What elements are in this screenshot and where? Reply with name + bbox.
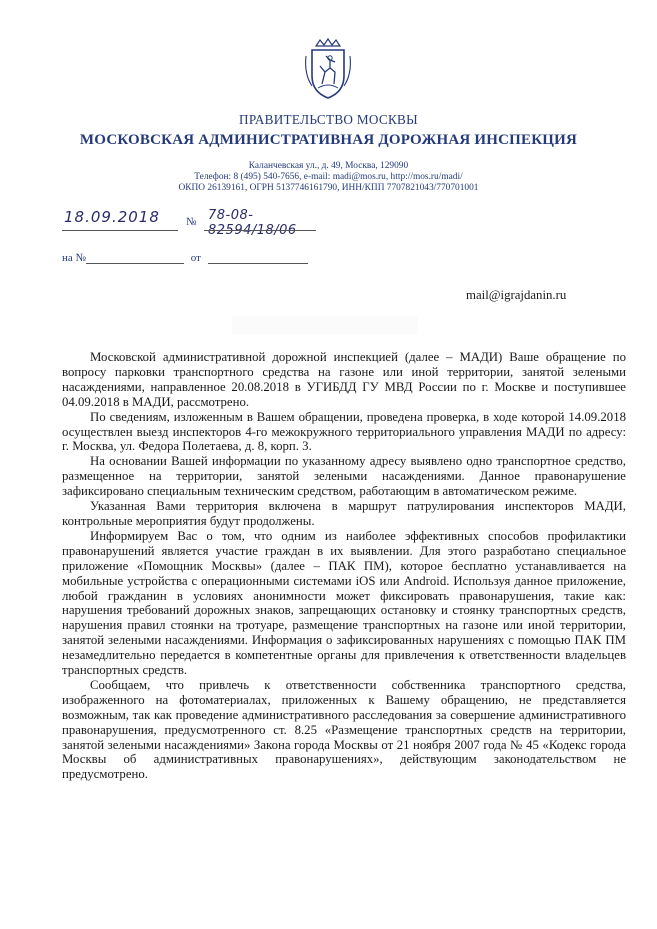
body-paragraph: По сведениям, изложенным в Вашем обращении, проведена проверка, в ходе которой 14.09.2018 осуществлен выезд инспекторов 4-го межокружного территориального управления МАДИ по адресу: г. Москва, ул. Федора Полетаева, д. 8, корп. 3.	[62, 409, 626, 454]
agency-title: МОСКОВСКАЯ АДМИНИСТРАТИВНАЯ ДОРОЖНАЯ ИНСПЕКЦИЯ	[79, 132, 578, 148]
agency-address-block	[0, 161, 657, 194]
reference-prefix: на №	[62, 252, 87, 264]
agency-registry-codes: ОКПО 26139161, ОГРН 5137746161790, ИНН/КПП 7707821043/770701001	[178, 183, 479, 193]
recipient-email: mail@igrajdanin.ru	[466, 288, 567, 302]
reference-number-blank	[86, 253, 184, 264]
government-title: ПРАВИТЕЛЬСТВО МОСКВЫ	[239, 112, 418, 127]
body-paragraph: Информируем Вас о том, что одним из наиболее эффективных способов профилактики правонарушений является участие граждан в их выявлении. Для этого разработано специальное приложение «Помощник Москвы» (далее – ПАК ПМ), которое бесплатно устанавливается на мобильные устройства с операционными системами iOS или Android. Используя данное приложение, любой гражданин в условиях анонимности может фиксировать правонарушения, такие как: нарушения требований дорожных знаков, запрещающих остановку и стоянку транспортных средств, нарушения правил стоянки на тротуаре, размещение транспортных на газоне или иной территории, занятой зелеными насаждениями. Информация о зафиксированных нарушениях с помощью ПАК ПМ незамедлительно передается в компетентные органы для привлечения к ответственности владельцев транспортных средств.	[62, 528, 626, 678]
agency-contacts: Телефон: 8 (495) 540-7656, e-mail: madi@mos.ru, http://mos.ru/madi/	[194, 172, 463, 182]
registration-number: 78-08-82594/18/06	[208, 208, 297, 238]
registration-number-label: №	[186, 216, 197, 228]
reference-line	[62, 252, 308, 264]
registration-date: 18.09.2018	[64, 208, 160, 226]
moscow-coat-of-arms-icon	[302, 36, 354, 102]
redacted-salutation-area	[232, 316, 418, 334]
body-paragraph: Указанная Вами территория включена в маршрут патрулирования инспекторов МАДИ, контрольные мероприятия будут продолжены.	[62, 499, 626, 528]
registration-line	[62, 206, 332, 238]
body-paragraph: Московской административной дорожной инспекцией (далее – МАДИ) Ваше обращение по вопросу парковки транспортного средства на газоне или иной территории, занятой зелеными насаждениями, направленное 20.08.2018 в УГИБДД ГУ МВД России по г. Москве и поступившее 04.09.2018 в МАДИ, рассмотрено.	[62, 350, 626, 409]
agency-address: Каланчевская ул., д. 49, Москва, 129090	[248, 161, 409, 171]
body-paragraph: На основании Вашей информации по указанному адресу выявлено одно транспортное средство, размещенное на территории, занятой зелеными насаждениями. Данное правонарушение зафиксировано специальным техническим средством, работающим в автоматическом режиме.	[62, 454, 626, 499]
reference-date-blank	[208, 253, 308, 264]
reference-from-label: от	[190, 252, 201, 264]
letter-body	[62, 350, 626, 782]
redacted-recipient-area	[446, 210, 624, 274]
body-paragraph: Сообщаем, что привлечь к ответственности собственника транспортного средства, изображенного на фотоматериалах, приложенных к Вашему обращению, не представляется возможным, так как проведение административного расследования за совершение административного правонарушения, предусмотренного ст. 8.25 «Размещение транспортных средств на территории, занятой зелеными насаждениями» Закона города Москвы от 21 ноября 2007 года № 45 «Кодекс города Москвы об административных правонарушениях», действующим законодательством не предусмотрено.	[62, 677, 626, 782]
number-underline	[204, 230, 316, 231]
date-underline	[62, 230, 178, 231]
